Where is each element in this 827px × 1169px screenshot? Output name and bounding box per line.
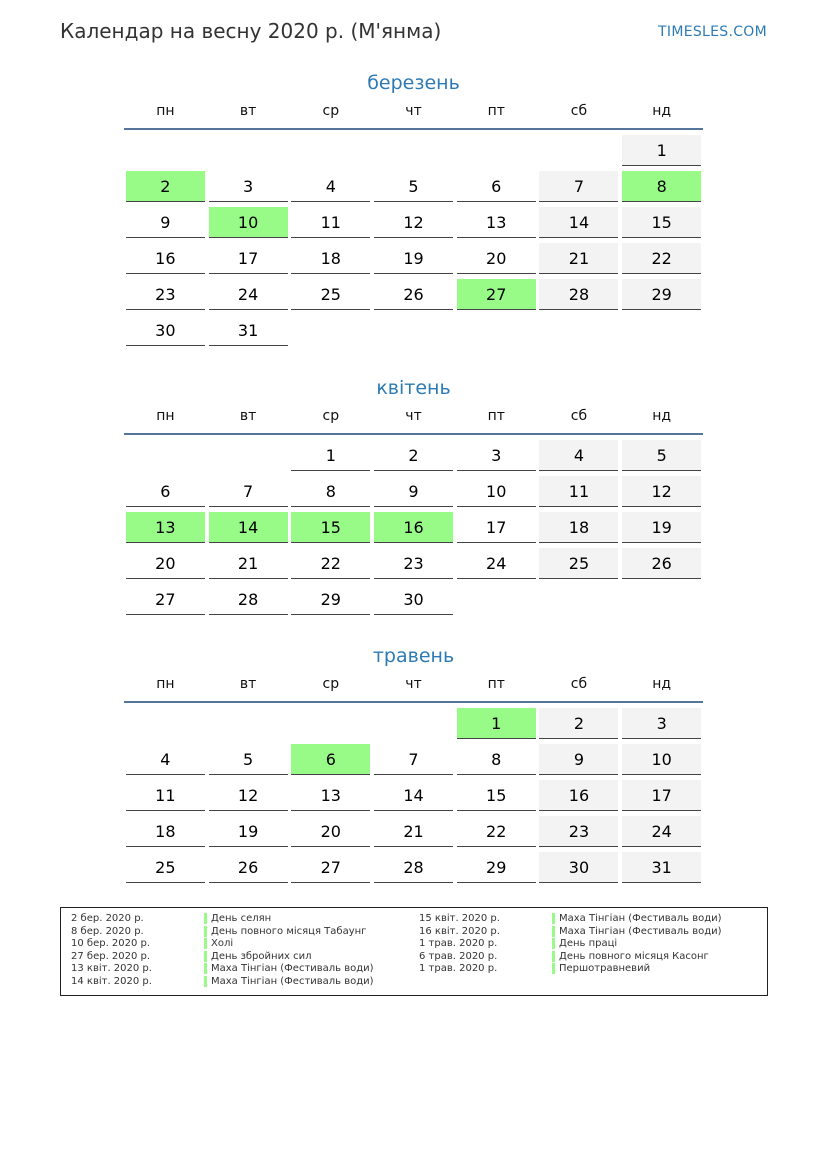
- weekday-label: пт: [487, 103, 505, 119]
- day-slot: [289, 708, 372, 744]
- day-cell: 14: [539, 207, 618, 238]
- day-slot: [372, 207, 455, 243]
- day-slot: [289, 279, 372, 315]
- day-slot: [207, 135, 290, 171]
- day-slot: [372, 744, 455, 780]
- holiday-day-cell: 16: [374, 512, 453, 543]
- day-cell: 17: [209, 243, 288, 274]
- day-cell: 27: [291, 852, 370, 883]
- day-slot: [620, 135, 703, 171]
- week-row: [124, 780, 703, 816]
- month-name: квітень: [376, 377, 451, 399]
- day-cell: 20: [126, 548, 205, 579]
- weekday-header: [124, 100, 703, 128]
- day-slot: [207, 548, 290, 584]
- day-cell: 24: [209, 279, 288, 310]
- day-slot: [289, 243, 372, 279]
- legend-holiday-name: Маха Тінгіан (Фестиваль води): [204, 963, 374, 974]
- week-row: [124, 207, 703, 243]
- week-row: [124, 744, 703, 780]
- day-cell: 30: [539, 852, 618, 883]
- day-cell: 30: [374, 584, 453, 615]
- day-cell: 10: [457, 476, 536, 507]
- day-slot: [620, 243, 703, 279]
- day-slot: [538, 816, 621, 852]
- day-slot: [207, 708, 290, 744]
- legend-column-right: [419, 913, 722, 976]
- day-cell: 13: [457, 207, 536, 238]
- day-cell: 17: [622, 780, 701, 811]
- day-slot: [207, 476, 290, 512]
- month-calendar: [124, 375, 703, 620]
- day-slot: [207, 207, 290, 243]
- weekday-label: пн: [156, 408, 175, 424]
- day-cell: 27: [126, 584, 205, 615]
- day-slot: [289, 315, 372, 351]
- day-slot: [620, 744, 703, 780]
- day-slot: [620, 852, 703, 888]
- holiday-legend: [60, 907, 768, 996]
- day-slot: [455, 135, 538, 171]
- holiday-day-cell: 2: [126, 171, 205, 202]
- day-slot: [207, 780, 290, 816]
- brand-link[interactable]: TIMESLES.COM: [658, 24, 767, 40]
- day-cell: 17: [457, 512, 536, 543]
- weekday-label: ср: [322, 676, 340, 692]
- legend-date: 6 трав. 2020 р.: [419, 950, 498, 962]
- day-slot: [124, 243, 207, 279]
- day-slot: [207, 440, 290, 476]
- holiday-day-cell: 10: [209, 207, 288, 238]
- day-cell: 3: [622, 708, 701, 739]
- day-cell: 25: [126, 852, 205, 883]
- day-cell: 11: [291, 207, 370, 238]
- day-slot: [455, 476, 538, 512]
- day-slot: [538, 708, 621, 744]
- day-slot: [620, 279, 703, 315]
- day-cell: 2: [374, 440, 453, 471]
- day-cell: 9: [539, 744, 618, 775]
- day-slot: [538, 243, 621, 279]
- day-cell: 12: [622, 476, 701, 507]
- legend-holiday-name: Першотравневий: [552, 963, 650, 974]
- day-slot: [538, 476, 621, 512]
- day-cell: 5: [374, 171, 453, 202]
- day-slot: [289, 135, 372, 171]
- day-slot: [538, 852, 621, 888]
- day-cell: 11: [539, 476, 618, 507]
- day-slot: [455, 440, 538, 476]
- weekday-header: [124, 673, 703, 701]
- day-slot: [289, 476, 372, 512]
- day-slot: [372, 512, 455, 548]
- weekday-label: пт: [487, 676, 505, 692]
- day-slot: [207, 584, 290, 620]
- day-slot: [372, 780, 455, 816]
- day-slot: [124, 852, 207, 888]
- day-cell: 4: [539, 440, 618, 471]
- day-slot: [124, 171, 207, 207]
- legend-column-left: [71, 913, 374, 989]
- day-cell: 19: [374, 243, 453, 274]
- legend-holiday-name: Холі: [204, 938, 233, 949]
- header-divider: [124, 701, 703, 703]
- day-slot: [289, 584, 372, 620]
- day-slot: [289, 852, 372, 888]
- day-slot: [124, 744, 207, 780]
- day-slot: [455, 315, 538, 351]
- day-slot: [620, 708, 703, 744]
- day-slot: [124, 512, 207, 548]
- day-cell: 5: [209, 744, 288, 775]
- day-slot: [620, 315, 703, 351]
- week-row: [124, 548, 703, 584]
- day-slot: [207, 816, 290, 852]
- day-slot: [455, 584, 538, 620]
- weekday-label: ср: [322, 103, 340, 119]
- day-slot: [372, 816, 455, 852]
- day-slot: [372, 852, 455, 888]
- day-slot: [207, 512, 290, 548]
- holiday-day-cell: 1: [457, 708, 536, 739]
- holiday-day-cell: 6: [291, 744, 370, 775]
- day-cell: 31: [209, 315, 288, 346]
- day-cell: 24: [457, 548, 536, 579]
- day-cell: 21: [209, 548, 288, 579]
- day-cell: 4: [291, 171, 370, 202]
- day-cell: 9: [126, 207, 205, 238]
- day-slot: [289, 512, 372, 548]
- day-slot: [124, 548, 207, 584]
- day-slot: [620, 816, 703, 852]
- day-slot: [455, 816, 538, 852]
- day-cell: 1: [622, 135, 701, 166]
- week-row: [124, 440, 703, 476]
- day-slot: [538, 171, 621, 207]
- week-row: [124, 171, 703, 207]
- day-slot: [289, 816, 372, 852]
- day-cell: 12: [209, 780, 288, 811]
- weekday-label: пн: [156, 103, 175, 119]
- header-divider: [124, 433, 703, 435]
- weekday-label: нд: [652, 103, 672, 119]
- weekday-label: чт: [405, 103, 422, 119]
- day-slot: [538, 584, 621, 620]
- day-slot: [620, 512, 703, 548]
- day-slot: [455, 852, 538, 888]
- day-cell: 10: [622, 744, 701, 775]
- legend-date: 15 квіт. 2020 р.: [419, 913, 500, 924]
- legend-entry: [71, 951, 374, 964]
- legend-holiday-name: День повного місяця Касонг: [552, 951, 709, 962]
- day-cell: 28: [374, 852, 453, 883]
- day-cell: 2: [539, 708, 618, 739]
- weekday-label: пт: [487, 408, 505, 424]
- week-row: [124, 279, 703, 315]
- month-calendar: [124, 643, 703, 888]
- day-slot: [372, 708, 455, 744]
- day-cell: 23: [539, 816, 618, 847]
- day-cell: 15: [457, 780, 536, 811]
- day-slot: [124, 315, 207, 351]
- day-slot: [455, 512, 538, 548]
- day-cell: 22: [622, 243, 701, 274]
- legend-date: 14 квіт. 2020 р.: [71, 975, 152, 987]
- day-slot: [372, 315, 455, 351]
- day-cell: 11: [126, 780, 205, 811]
- header-divider: [124, 128, 703, 130]
- legend-holiday-name: День збройних сил: [204, 951, 312, 962]
- day-slot: [207, 852, 290, 888]
- day-cell: 26: [622, 548, 701, 579]
- legend-holiday-name: День селян: [204, 913, 271, 924]
- legend-date: 2 бер. 2020 р.: [71, 913, 144, 924]
- day-cell: 9: [374, 476, 453, 507]
- weekday-label: вт: [239, 676, 257, 692]
- day-cell: 19: [622, 512, 701, 543]
- day-slot: [372, 548, 455, 584]
- legend-date: 27 бер. 2020 р.: [71, 950, 151, 962]
- day-slot: [124, 584, 207, 620]
- page-title: Календар на весну 2020 р. (М'янма): [60, 19, 442, 43]
- day-slot: [372, 279, 455, 315]
- legend-entry: [71, 963, 374, 976]
- day-slot: [124, 207, 207, 243]
- day-slot: [620, 476, 703, 512]
- day-slot: [455, 171, 538, 207]
- week-row: [124, 852, 703, 888]
- day-slot: [538, 135, 621, 171]
- day-slot: [124, 816, 207, 852]
- day-slot: [289, 207, 372, 243]
- day-slot: [455, 780, 538, 816]
- month-name: травень: [372, 645, 455, 667]
- weekday-label: чт: [405, 408, 422, 424]
- legend-holiday-name: Маха Тінгіан (Фестиваль води): [204, 976, 374, 987]
- day-slot: [455, 243, 538, 279]
- day-slot: [207, 171, 290, 207]
- day-slot: [455, 279, 538, 315]
- legend-entry: [71, 976, 374, 989]
- day-slot: [124, 279, 207, 315]
- day-cell: 24: [622, 816, 701, 847]
- day-cell: 16: [539, 780, 618, 811]
- day-slot: [620, 584, 703, 620]
- day-slot: [124, 708, 207, 744]
- day-cell: 28: [209, 584, 288, 615]
- day-cell: 22: [291, 548, 370, 579]
- week-row: [124, 243, 703, 279]
- holiday-day-cell: 13: [126, 512, 205, 543]
- day-cell: 8: [457, 744, 536, 775]
- day-cell: 7: [539, 171, 618, 202]
- weekday-label: нд: [652, 676, 672, 692]
- day-cell: 12: [374, 207, 453, 238]
- weekday-label: вт: [239, 103, 257, 119]
- day-cell: 22: [457, 816, 536, 847]
- day-slot: [207, 744, 290, 780]
- day-cell: 18: [291, 243, 370, 274]
- day-cell: 26: [374, 279, 453, 310]
- day-cell: 20: [457, 243, 536, 274]
- day-slot: [620, 171, 703, 207]
- day-slot: [620, 207, 703, 243]
- day-slot: [207, 243, 290, 279]
- day-slot: [124, 476, 207, 512]
- day-cell: 28: [539, 279, 618, 310]
- day-cell: 30: [126, 315, 205, 346]
- legend-entry: [71, 938, 374, 951]
- weekday-header: [124, 405, 703, 433]
- legend-holiday-name: Маха Тінгіан (Фестиваль води): [552, 913, 722, 924]
- day-cell: 6: [126, 476, 205, 507]
- day-slot: [124, 780, 207, 816]
- day-slot: [207, 315, 290, 351]
- legend-date: 1 трав. 2020 р.: [419, 963, 498, 975]
- day-cell: 6: [457, 171, 536, 202]
- day-cell: 26: [209, 852, 288, 883]
- day-slot: [455, 744, 538, 780]
- legend-date: 10 бер. 2020 р.: [71, 938, 151, 950]
- day-cell: 21: [374, 816, 453, 847]
- day-slot: [455, 548, 538, 584]
- weekday-label: вт: [239, 408, 257, 424]
- day-slot: [538, 548, 621, 584]
- month-calendar: [124, 70, 703, 351]
- weekday-label: чт: [405, 676, 422, 692]
- week-row: [124, 135, 703, 171]
- day-cell: 23: [126, 279, 205, 310]
- day-slot: [372, 135, 455, 171]
- legend-date: 16 квіт. 2020 р.: [419, 925, 500, 937]
- day-slot: [538, 780, 621, 816]
- day-slot: [455, 708, 538, 744]
- legend-entry: [419, 963, 722, 976]
- day-cell: 5: [622, 440, 701, 471]
- day-slot: [289, 744, 372, 780]
- day-cell: 29: [622, 279, 701, 310]
- day-slot: [124, 440, 207, 476]
- day-slot: [289, 171, 372, 207]
- weekday-label: сб: [570, 676, 588, 692]
- weekday-label: нд: [652, 408, 672, 424]
- day-cell: 4: [126, 744, 205, 775]
- week-row: [124, 816, 703, 852]
- month-name: березень: [367, 72, 460, 94]
- holiday-day-cell: 8: [622, 171, 701, 202]
- legend-entry: [419, 913, 722, 926]
- legend-holiday-name: День праці: [552, 938, 617, 949]
- day-cell: 25: [291, 279, 370, 310]
- day-slot: [372, 243, 455, 279]
- week-row: [124, 708, 703, 744]
- weekday-label: сб: [570, 103, 588, 119]
- holiday-day-cell: 14: [209, 512, 288, 543]
- legend-holiday-name: День повного місяця Табаунг: [204, 926, 366, 937]
- day-slot: [372, 476, 455, 512]
- day-cell: 20: [291, 816, 370, 847]
- day-cell: 16: [126, 243, 205, 274]
- legend-entry: [71, 926, 374, 939]
- day-slot: [538, 744, 621, 780]
- day-cell: 1: [291, 440, 370, 471]
- legend-entry: [419, 951, 722, 964]
- weekday-label: сб: [570, 408, 588, 424]
- day-slot: [538, 279, 621, 315]
- day-slot: [538, 440, 621, 476]
- day-cell: 29: [457, 852, 536, 883]
- legend-entry: [419, 938, 722, 951]
- day-slot: [538, 207, 621, 243]
- day-cell: 7: [209, 476, 288, 507]
- day-slot: [455, 207, 538, 243]
- day-slot: [620, 780, 703, 816]
- day-slot: [538, 315, 621, 351]
- weekday-label: ср: [322, 408, 340, 424]
- day-slot: [372, 584, 455, 620]
- day-cell: 23: [374, 548, 453, 579]
- day-cell: 18: [539, 512, 618, 543]
- legend-entry: [419, 926, 722, 939]
- day-slot: [289, 780, 372, 816]
- legend-date: 1 трав. 2020 р.: [419, 938, 498, 950]
- day-slot: [620, 548, 703, 584]
- day-cell: 31: [622, 852, 701, 883]
- day-cell: 13: [291, 780, 370, 811]
- legend-date: 13 квіт. 2020 р.: [71, 963, 152, 975]
- weekday-label: пн: [156, 676, 175, 692]
- week-row: [124, 584, 703, 620]
- day-cell: 3: [457, 440, 536, 471]
- legend-holiday-name: Маха Тінгіан (Фестиваль води): [552, 926, 722, 937]
- day-slot: [289, 548, 372, 584]
- day-cell: 8: [291, 476, 370, 507]
- day-slot: [372, 171, 455, 207]
- day-cell: 19: [209, 816, 288, 847]
- holiday-day-cell: 27: [457, 279, 536, 310]
- day-cell: 7: [374, 744, 453, 775]
- holiday-day-cell: 15: [291, 512, 370, 543]
- day-slot: [538, 512, 621, 548]
- week-row: [124, 476, 703, 512]
- week-row: [124, 512, 703, 548]
- day-slot: [289, 440, 372, 476]
- day-cell: 3: [209, 171, 288, 202]
- day-cell: 14: [374, 780, 453, 811]
- week-row: [124, 315, 703, 351]
- day-slot: [207, 279, 290, 315]
- day-cell: 15: [622, 207, 701, 238]
- day-slot: [372, 440, 455, 476]
- day-cell: 25: [539, 548, 618, 579]
- day-cell: 18: [126, 816, 205, 847]
- day-cell: 21: [539, 243, 618, 274]
- day-slot: [124, 135, 207, 171]
- day-cell: 29: [291, 584, 370, 615]
- day-slot: [620, 440, 703, 476]
- legend-date: 8 бер. 2020 р.: [71, 925, 144, 937]
- legend-entry: [71, 913, 374, 926]
